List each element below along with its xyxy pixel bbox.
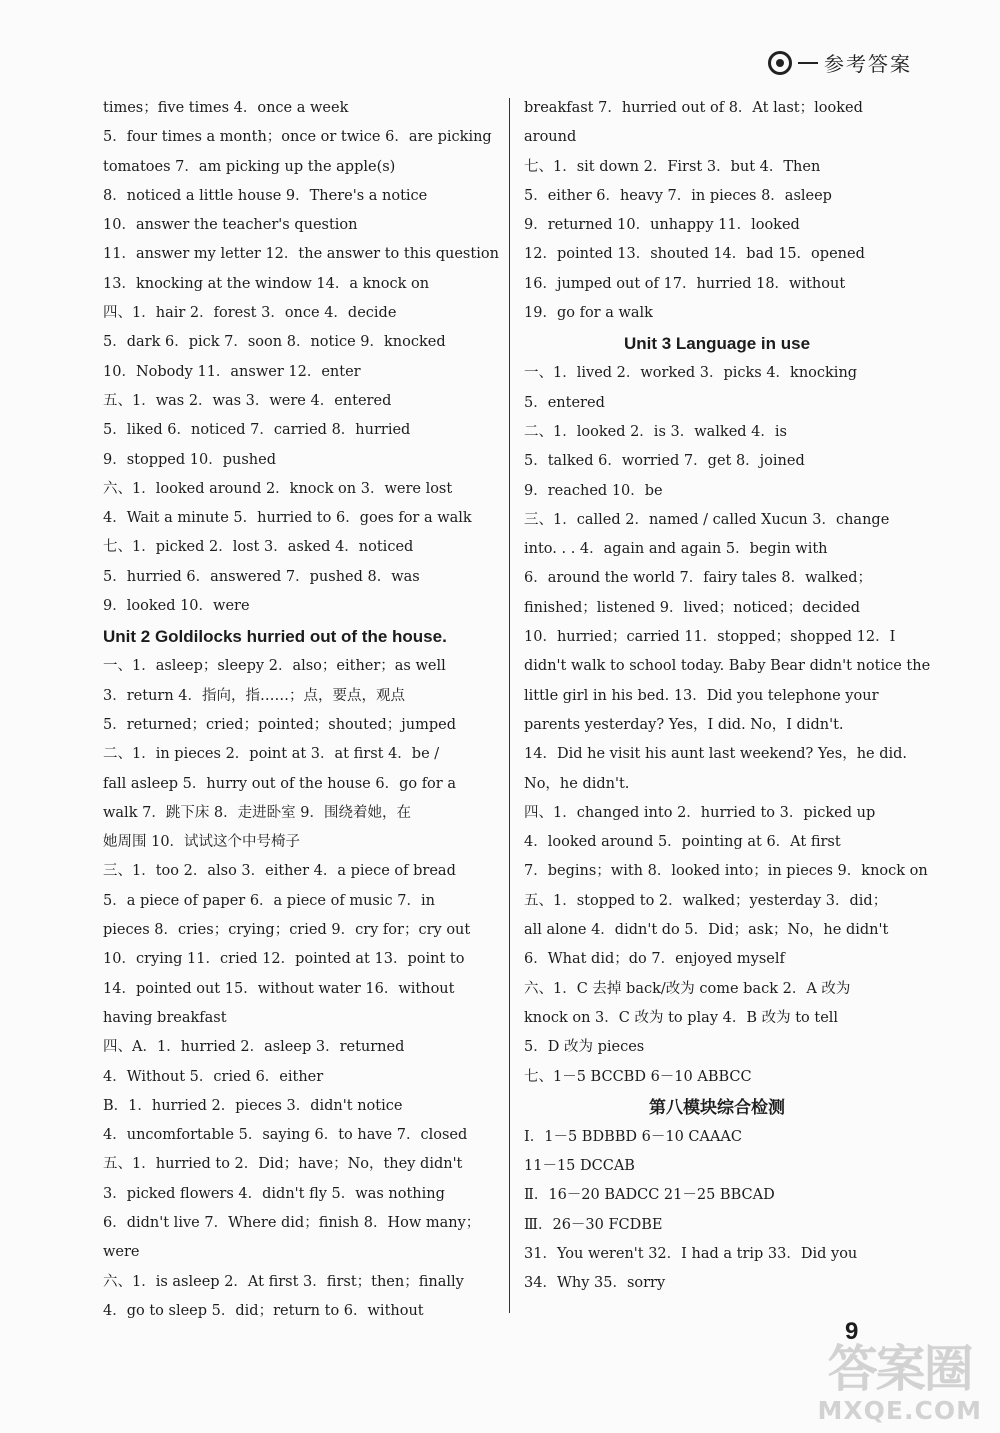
answer-line: 6．didn't live 7．Where did；finish 8．How many； <box>103 1214 481 1231</box>
answer-line: 5．talked 6．worried 7．get 8．joined <box>524 453 805 470</box>
header-title: 参考答案 <box>824 52 912 76</box>
answer-line: 5．hurried 6．answered 7．pushed 8．was <box>103 568 420 585</box>
answer-line: fall asleep 5．hurry out of the house 6．go for a <box>103 775 456 792</box>
answer-line: were <box>103 1244 140 1261</box>
answer-line: 5．returned；cried；pointed；shouted；jumped <box>103 716 457 733</box>
answer-line: 一、1．lived 2．worked 3．picks 4．knocking <box>524 365 858 382</box>
answer-line: 5．D 改为 pieces <box>524 1039 645 1056</box>
answer-line: 五、1．stopped to 2．walked；yesterday 3．did； <box>524 892 888 909</box>
answer-line: pieces 8．cries；crying；cried 9．cry for；cry out <box>103 922 471 939</box>
answer-line: 10．crying 11．cried 12．pointed at 13．point to <box>103 951 465 968</box>
answer-line: 4．Wait a minute 5．hurried to 6．goes for a walk <box>103 510 472 527</box>
answer-line: 四、1．changed into 2．hurried to 3．picked up <box>524 804 876 821</box>
answer-line: Ⅰ．1－5 BDBBD 6－10 CAAAC <box>524 1128 743 1145</box>
watermark-bottom-text: MXQE.COM <box>817 1396 982 1425</box>
answer-line: 二、1．in pieces 2．point at 3．at first 4．be / <box>103 746 440 763</box>
answer-line: into. . . 4．again and again 5．begin with <box>524 541 828 558</box>
answer-line: 7．begins；with 8．looked into；in pieces 9．knock on <box>524 863 928 880</box>
answer-line: 11．answer my letter 12．the answer to this question <box>103 246 499 263</box>
answer-line: 16．jumped out of 17．hurried 18．without <box>524 275 846 292</box>
answer-line: 4．Without 5．cried 6．either <box>103 1068 324 1085</box>
right-column <box>524 94 931 1299</box>
answer-line: 一、1．asleep；sleepy 2．also；either；as well <box>103 658 446 675</box>
answer-line: 5．either 6．heavy 7．in pieces 8．asleep <box>524 187 832 204</box>
answer-line: 9．returned 10．unhappy 11．looked <box>524 217 800 234</box>
left-column <box>103 94 499 1326</box>
answer-line: 五、1．hurried to 2．Did；have；No，they didn't <box>103 1156 463 1173</box>
answer-line: didn't walk to school today. Baby Bear didn't notice the <box>524 658 931 675</box>
answer-line: 14．pointed out 15．without water 16．without <box>103 980 455 997</box>
section-heading: 第八模块综合检测 <box>649 1097 785 1117</box>
answer-line: parents yesterday? Yes，I did. No，I didn't. <box>524 716 844 733</box>
watermark-logo <box>818 1342 982 1425</box>
answer-line: 4．uncomfortable 5．saying 6．to have 7．closed <box>103 1127 468 1144</box>
answer-line: 14．Did he visit his aunt last weekend? Yes，he did. <box>524 746 908 763</box>
answer-line: 3．return 4．指向，指……；点，要点，观点 <box>103 687 406 704</box>
answer-line: 6．around the world 7．fairy tales 8．walked； <box>524 570 872 587</box>
answer-line: 5．entered <box>524 394 605 411</box>
answer-line: 四、1．hair 2．forest 3．once 4．decide <box>103 305 397 322</box>
answer-line: knock on 3．C 改为 to play 4．B 改为 to tell <box>524 1009 839 1026</box>
answer-line: 11－15 DCCAB <box>524 1158 635 1175</box>
answer-line: 10．Nobody 11．answer 12．enter <box>103 363 361 380</box>
answer-line: 3．picked flowers 4．didn't fly 5．was nothing <box>103 1185 445 1202</box>
answer-line: 五、1．was 2．was 3．were 4．entered <box>103 392 392 409</box>
answer-line: 5．dark 6．pick 7．soon 8．notice 9．knocked <box>103 334 446 351</box>
answer-line: tomatoes 7．am picking up the apple(s) <box>103 158 396 175</box>
answer-line: 六、1．is asleep 2．At first 3．first；then；finally <box>103 1273 464 1290</box>
answer-line: No，he didn't. <box>524 775 630 792</box>
book-logo-icon <box>768 51 792 75</box>
answer-line: 5．a piece of paper 6．a piece of music 7．in <box>103 892 435 909</box>
answer-line: 6．What did；do 7．enjoyed myself <box>524 951 785 968</box>
answer-line: 9．stopped 10．pushed <box>103 451 276 468</box>
answer-line: Ⅲ．26－30 FCDBE <box>524 1216 663 1233</box>
column-divider <box>509 98 510 1313</box>
answer-line: around <box>524 129 577 146</box>
answer-line: 10．answer the teacher's question <box>103 217 358 234</box>
answer-line: 13．knocking at the window 14．a knock on <box>103 275 430 292</box>
answer-line: breakfast 7．hurried out of 8．At last；looked <box>524 100 863 116</box>
section-heading: Unit 3 Language in use <box>623 334 811 354</box>
answer-line: 19．go for a walk <box>524 305 653 322</box>
answer-line: all alone 4．didn't do 5．Did；ask；No，he didn't <box>524 922 889 939</box>
answer-line: 8．noticed a little house 9．There's a notice <box>103 187 428 204</box>
answer-line: finished；listened 9．lived；noticed；decided <box>524 599 861 616</box>
answer-line: 9．reached 10．be <box>524 482 663 499</box>
answer-line: 9．looked 10．were <box>103 598 250 615</box>
answer-line: 5．four times a month；once or twice 6．are picking <box>103 129 492 146</box>
answer-line: 34．Why 35．sorry <box>524 1275 666 1292</box>
answer-line: B．1．hurried 2．pieces 3．didn't notice <box>103 1097 403 1114</box>
answer-line: 4．looked around 5．pointing at 6．At first <box>524 834 841 851</box>
answer-line: 31．You weren't 32．I had a trip 33．Did you <box>524 1245 858 1262</box>
section-heading: Unit 2 Goldilocks hurried out of the house. <box>103 627 447 647</box>
answer-line: 三、1．too 2．also 3．either 4．a piece of bread <box>103 863 456 880</box>
answer-line: 六、1．looked around 2．knock on 3．were lost <box>103 480 453 497</box>
page-header <box>768 48 912 77</box>
answer-line: 七、1－5 BCCBD 6－10 ABBCC <box>524 1068 752 1085</box>
page-number: 9 <box>845 1318 859 1345</box>
answer-line: 她周围 10．试试这个中号椅子 <box>103 834 301 851</box>
answer-line: 二、1．looked 2．is 3．walked 4．is <box>524 423 787 440</box>
answer-line: 10．hurried；carried 11．stopped；shopped 12．I <box>524 629 896 646</box>
answer-line: 四、A．1．hurried 2．asleep 3．returned <box>103 1039 405 1056</box>
answer-line: 4．go to sleep 5．did；return to 6．without <box>103 1302 424 1319</box>
answer-line: times；five times 4．once a week <box>103 100 349 116</box>
answer-line: 七、1．sit down 2．First 3．but 4．Then <box>524 158 821 175</box>
answer-line: 六、1．C 去掉 back/改为 come back 2．A 改为 <box>524 980 851 997</box>
answer-line: little girl in his bed. 13．Did you telephone your <box>524 687 879 704</box>
answer-line: 三、1．called 2．named / called Xucun 3．change <box>524 511 890 528</box>
answer-line: 12．pointed 13．shouted 14．bad 15．opened <box>524 246 865 263</box>
answer-line: 七、1．picked 2．lost 3．asked 4．noticed <box>103 539 414 556</box>
answer-line: having breakfast <box>103 1009 227 1026</box>
header-divider <box>798 62 818 64</box>
watermark-top-text: 答案圈 <box>827 1340 972 1398</box>
answer-line: 5．liked 6．noticed 7．carried 8．hurried <box>103 422 411 439</box>
answer-line: walk 7．跳下床 8．走进卧室 9．围绕着她，在 <box>103 804 411 821</box>
answer-line: Ⅱ．16－20 BADCC 21－25 BBCAD <box>524 1187 775 1204</box>
